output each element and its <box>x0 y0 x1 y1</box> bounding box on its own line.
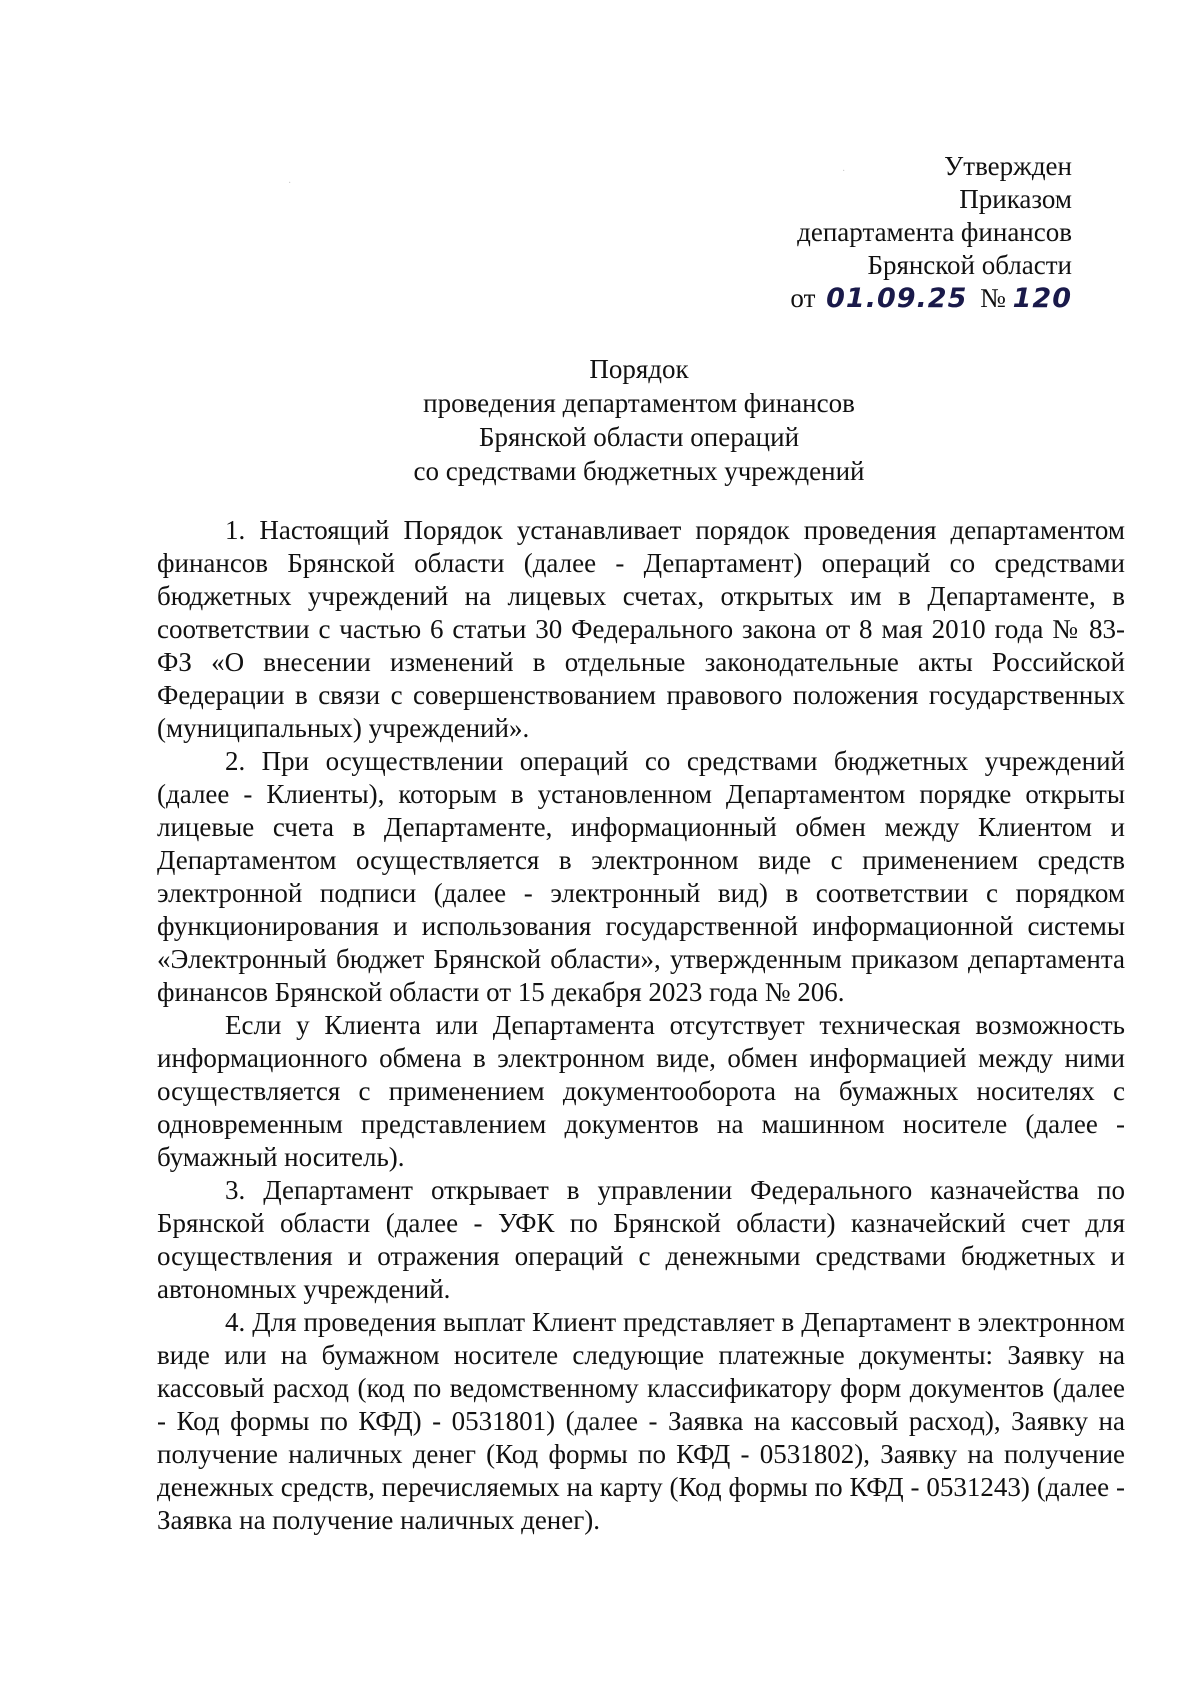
title-line-3: Брянской области операций <box>478 422 800 452</box>
paragraph-1: 1. Настоящий Порядок устанавливает порядок проведения департаментом финансов Брянской области (далее - Департамент) операций со средствами бюджетных учреждений на лицевых счетах, открытых им в Департаменте, в соответствии с частью 6 статьи 30 Федерального закона от 8 мая 2010 года № 83-ФЗ «О внесении изменений в отдельные законодательные акты Российской Федерации в связи с совершенствованием правового положения государственных (муниципальных) учреждений». <box>157 515 1125 743</box>
paragraph-4: 3. Департамент открывает в управлении Федерального казначейства по Брянской области (далее - УФК по Брянской области) казначейский счет для осуществления и отражения операций с денежными средствами бюджетных и автономных учреждений. <box>157 1175 1125 1304</box>
paragraph-3: Если у Клиента или Департамента отсутствует техническая возможность информационного обмена в электронном виде, обмен информацией между ними осуществляется с применением документооборота на бумажных носителях с одновременным представлением документов на машинном носителе (далее - бумажный носитель). <box>157 1010 1125 1172</box>
paragraph-5: 4. Для проведения выплат Клиент представляет в Департамент в электронном виде или на бумажном носителе следующие платежные документы: Заявку на кассовый расход (код по ведомственному классификатору форм документов (далее - Код формы по КФД) - 0531801) (далее - Заявка на кассовый расход), Заявку на получение наличных денег (Код формы по КФД - 0531802), Заявку на получение денежных средств, перечисляемых на карту (Код формы по КФД - 0531243) (далее - Заявка на получение наличных денег). <box>157 1307 1125 1535</box>
title-line-4: со средствами бюджетных учреждений <box>413 456 865 486</box>
approval-date-line <box>652 282 1072 315</box>
document-body <box>157 514 1125 1537</box>
approval-line-3: департамента финансов <box>797 217 1072 247</box>
scan-speck: · <box>288 178 292 189</box>
approval-line-4: Брянской области <box>867 250 1072 280</box>
handwritten-date: 01.09.25 <box>826 283 968 314</box>
approval-stamp-block <box>652 150 1072 315</box>
approval-line-1: Утвержден <box>944 151 1072 181</box>
scan-speck: · <box>842 166 846 177</box>
number-prefix: № <box>980 283 1006 313</box>
date-prefix: от <box>790 283 816 313</box>
document-title <box>155 352 1123 488</box>
paragraph-2: 2. При осуществлении операций со средствами бюджетных учреждений (далее - Клиенты), которым в установленном Департаментом порядке открыты лицевые счета в Департаменте, информационный обмен между Клиентом и Департаментом осуществляется в электронном виде с применением средств электронной подписи (далее - электронный вид) в соответствии с порядком функционирования и использования государственной информационной системы «Электронный бюджет Брянской области», утвержденным приказом департамента финансов Брянской области от 15 декабря 2023 года № 206. <box>157 746 1125 1007</box>
handwritten-number: 120 <box>1012 283 1072 314</box>
title-line-2: проведения департаментом финансов <box>423 388 855 418</box>
approval-line-2: Приказом <box>959 184 1072 214</box>
title-line-1: Порядок <box>589 354 689 384</box>
